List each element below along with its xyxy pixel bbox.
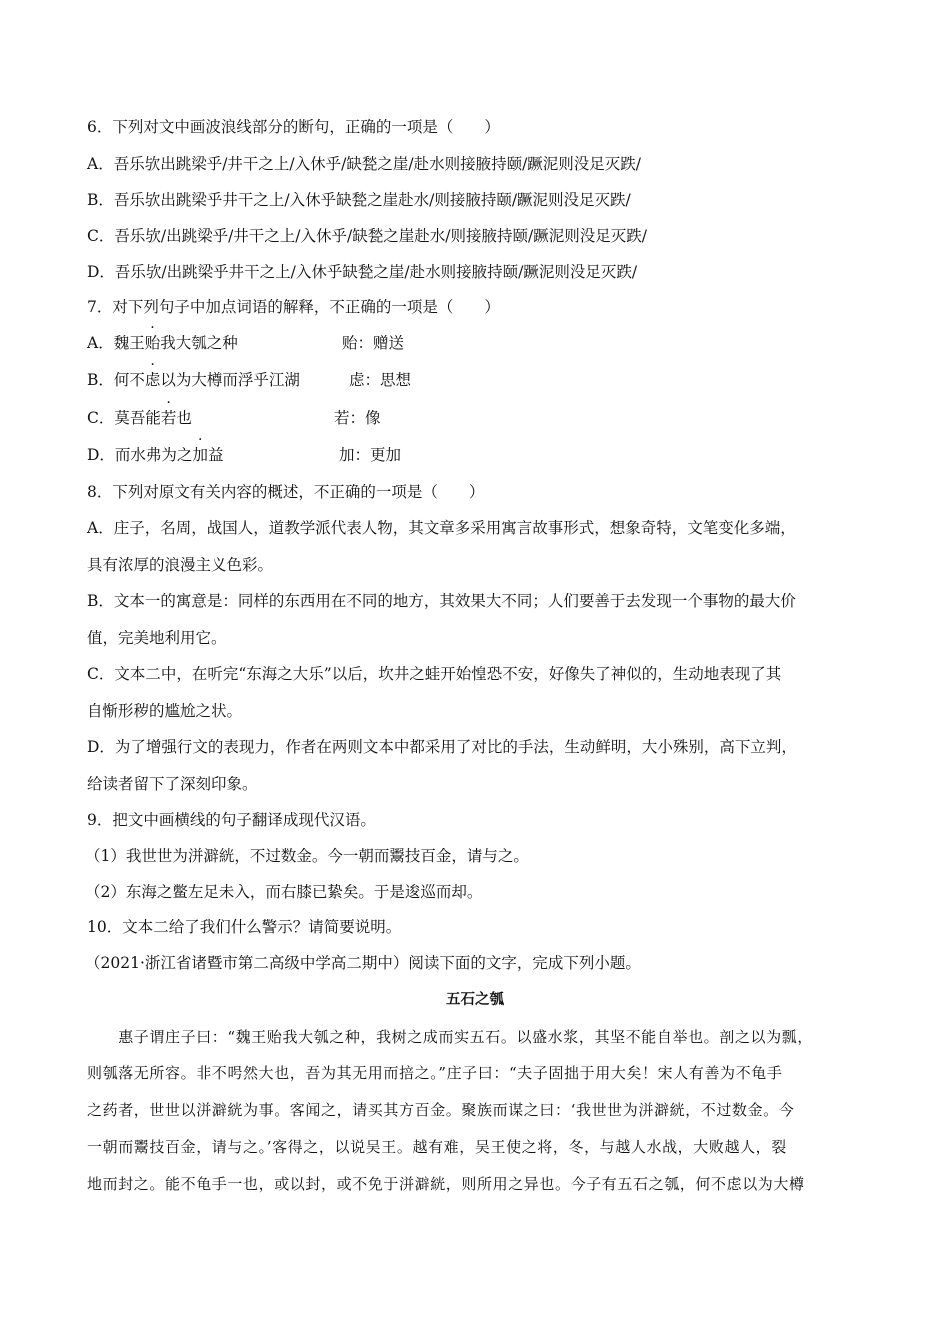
option-suffix: 也 bbox=[176, 409, 192, 427]
option-suffix: 我大瓠之种 bbox=[160, 334, 238, 352]
passage-line: 则瓠落无所容。非不呺然大也，吾为其无用而掊之。”庄子曰：“夫子固拙于用大矣！宋人有善为不龟手 bbox=[87, 1064, 783, 1082]
question-8-option-c-line-2: 自惭形秽的尴尬之状。 bbox=[87, 702, 243, 720]
question-7-option-c bbox=[87, 408, 192, 428]
source-note: （2021·浙江省诸暨市第二高级中学高二期中）阅读下面的文字，完成下列小题。 bbox=[85, 954, 641, 972]
passage-title: 五石之瓠 bbox=[446, 991, 504, 1008]
passage-line: 一朝而鬻技百金，请与之。’客得之，以说吴王。越有难，吴王使之将，冬，与越人水战，大败越人，裂 bbox=[87, 1138, 787, 1156]
dotted-word: 加 bbox=[192, 446, 208, 464]
question-7-option-b bbox=[87, 370, 300, 390]
question-7-option-d-answer: 加：更加 bbox=[339, 446, 402, 464]
question-6-option-b: B．吾乐欤出跳梁乎井干之上/入休乎缺甃之崖赴水/则接腋持颐/蹶泥则没足灭跌/ bbox=[87, 191, 631, 209]
dotted-word: 虑 bbox=[144, 371, 161, 389]
question-7-option-d bbox=[87, 445, 223, 465]
question-6-option-c: C．吾乐欤/出跳梁乎/井干之上/入休乎/缺甃之崖赴水/则接腋持颐/蹶泥则没足灭跌/ bbox=[87, 227, 647, 245]
question-8-option-b-line-1: B．文本一的寓意是：同样的东西用在不同的地方，其效果大不同；人们要善于去发现一个事物的最大价 bbox=[87, 592, 796, 610]
question-6-option-d: D．吾乐欤/出跳梁乎井干之上/入休乎缺甃之崖/赴水则接腋持颐/蹶泥则没足灭跌/ bbox=[87, 263, 638, 281]
dotted-word: 若 bbox=[160, 409, 177, 427]
passage-line: 之药者，世世以洴澼絖为事。客闻之，请买其方百金。聚族而谋之曰：‘我世世为洴澼絖，不过数金。今 bbox=[87, 1101, 795, 1119]
passage-line: 地而封之。能不龟手一也，或以封，或不免于洴澼絖，则所用之异也。今子有五石之瓠，何不虑以为大樽 bbox=[87, 1175, 805, 1193]
question-8-option-b-line-2: 值，完美地利用它。 bbox=[87, 629, 227, 647]
option-prefix: A．魏王 bbox=[87, 334, 145, 352]
question-7-option-b-answer: 虑：思想 bbox=[349, 371, 412, 389]
question-7-option-a-answer: 贻：赠送 bbox=[342, 334, 405, 352]
question-9-item-2: （2）东海之鳖左足未入，而右膝已絷矣。于是逡巡而却。 bbox=[85, 883, 483, 901]
question-6-option-a: A．吾乐欤出跳梁乎/井干之上/入休乎/缺甃之崖/赴水则接腋持颐/蹶泥则没足灭跌/ bbox=[87, 155, 642, 173]
question-8-option-d-line-1: D．为了增强行文的表现力，作者在两则文本中都采用了对比的手法，生动鲜明，大小殊别，高下立判， bbox=[87, 738, 797, 756]
option-prefix: B．何不 bbox=[87, 371, 145, 389]
question-8-stem: 8．下列对原文有关内容的概述，不正确的一项是（ ） bbox=[87, 483, 485, 501]
question-8-option-d-line-2: 给读者留下了深刻印象。 bbox=[87, 775, 258, 793]
question-6-stem: 6．下列对文中画波浪线部分的断句，正确的一项是（ ） bbox=[87, 118, 500, 136]
question-8-option-a-line-2: 具有浓厚的浪漫主义色彩。 bbox=[87, 556, 274, 574]
question-8-option-c-line-1: C．文本二中，在听完“东海之大乐”以后，坎井之蛙开始惶恐不安，好像失了神似的，生动地表现了其 bbox=[87, 665, 782, 683]
dotted-word: 贻 bbox=[144, 334, 161, 352]
question-7-stem: 7．对下列句子中加点词语的解释，不正确的一项是（ ） bbox=[87, 298, 500, 316]
option-suffix: 以为大樽而浮乎江湖 bbox=[160, 371, 300, 389]
passage-line: 惠子谓庄子曰：“魏王贻我大瓠之种，我树之成而实五石。以盛水浆，其坚不能自举也。剖之以为瓢， bbox=[87, 1028, 813, 1046]
option-prefix: C．莫吾能 bbox=[87, 409, 161, 427]
question-10-stem: 10．文本二给了我们什么警示？请简要说明。 bbox=[87, 918, 402, 936]
question-8-option-a-line-1: A．庄子，名周，战国人，道教学派代表人物，其文章多采用寓言故事形式，想象奇特，文笔变化多端， bbox=[87, 519, 796, 537]
question-7-option-c-answer: 若：像 bbox=[334, 409, 381, 427]
option-prefix: D．而水弗为之 bbox=[87, 446, 193, 464]
question-7-option-a bbox=[87, 333, 238, 353]
option-suffix: 益 bbox=[207, 446, 224, 464]
question-9-stem: 9．把文中画横线的句子翻译成现代汉语。 bbox=[87, 811, 376, 829]
question-9-item-1: （1）我世世为洴澼絖，不过数金。今一朝而鬻技百金，请与之。 bbox=[85, 847, 529, 865]
